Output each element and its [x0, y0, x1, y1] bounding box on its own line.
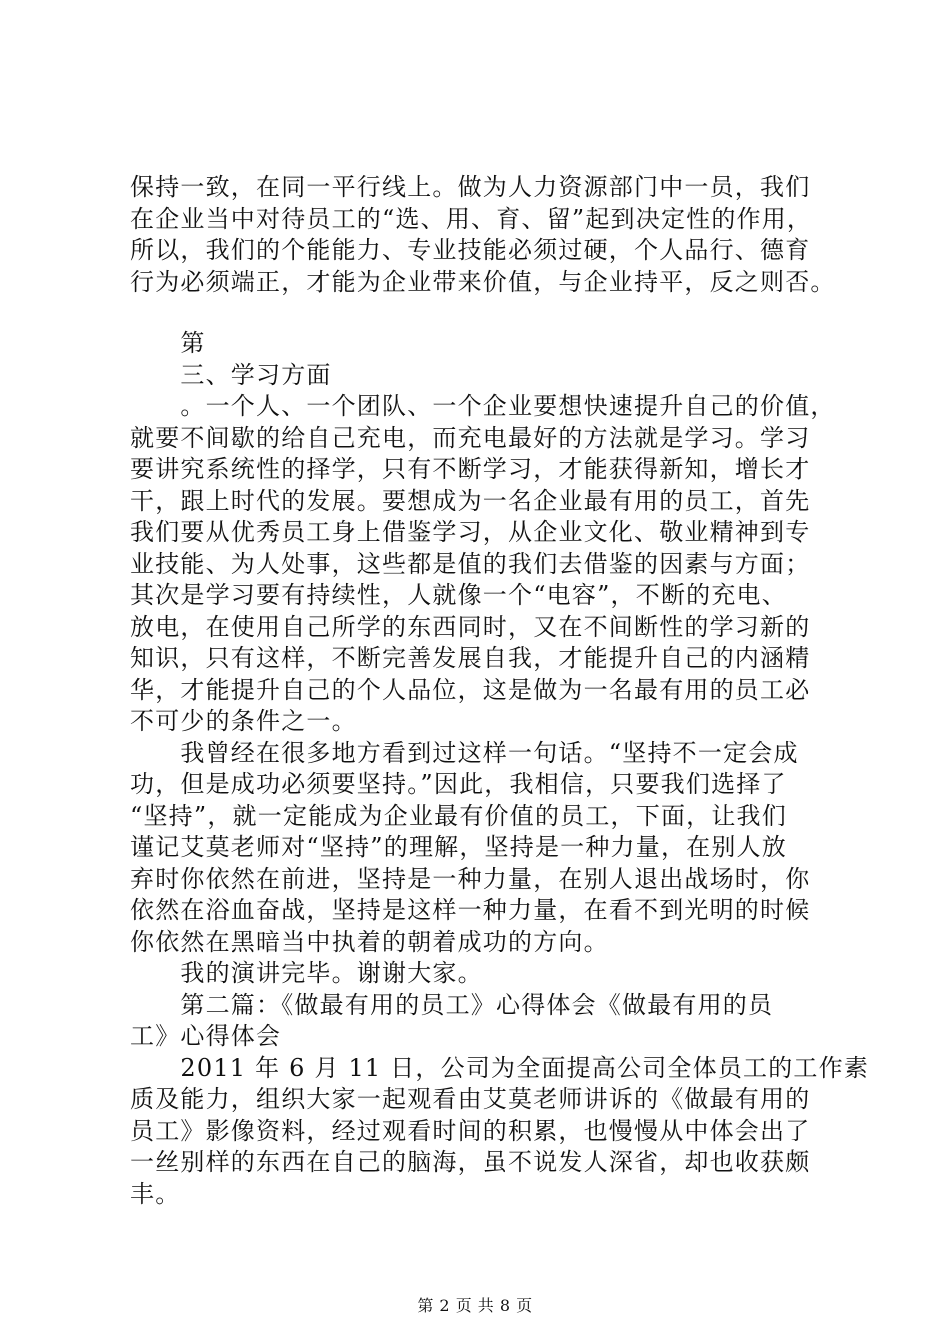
- text-line: 在企业当中对待员工的“选、用、育、留”起到决定性的作用，: [130, 204, 813, 233]
- text-line: 第: [130, 329, 206, 357]
- text-line: 要讲究系统性的择学，只有不断学习，才能获得新知，增长才: [130, 455, 811, 483]
- text-line: 就要不间歇的给自己充电，而充电最好的方法就是学习。学习: [130, 423, 811, 452]
- page-footer: 第 2 页 共 8 页: [417, 1296, 533, 1315]
- text-line: 三、学习方面: [130, 360, 332, 389]
- text-line: 不可少的条件之一。: [130, 707, 357, 735]
- text-line: 我曾经在很多地方看到过这样一句话。“坚持不一定会成: [130, 738, 799, 767]
- text-line: 华，才能提升自己的个人品位，这是做为一名最有用的员工必: [130, 675, 811, 704]
- text-line: 保持一致，在同一平行线上。做为人力资源部门中一员，我们: [130, 173, 811, 201]
- text-line: 放电，在使用自己所学的东西同时，又在不间断性的学习新的: [130, 612, 811, 641]
- text-line: 一丝别样的东西在自己的脑海，虽不说发人深省，却也收获颇: [130, 1148, 811, 1176]
- text-line: 2011 年 6 月 11 日，公司为全面提高公司全体员工的工作素: [130, 1053, 870, 1082]
- text-line: 干，跟上时代的发展。要想成为一名企业最有用的员工，首先: [130, 486, 811, 515]
- text-line: 知识，只有这样，不断完善发展自我，才能提升自己的内涵精: [130, 644, 811, 672]
- text-line: 功，但是成功必须要坚持。”因此，我相信，只要我们选择了: [130, 770, 787, 798]
- text-line: 我们要从优秀员工身上借鉴学习，从企业文化、敬业精神到专: [130, 518, 811, 546]
- text-line: 丰。: [130, 1179, 181, 1208]
- document-body: [130, 172, 870, 1210]
- text-line: 质及能力，组织大家一起观看由艾莫老师讲诉的《做最有用的: [130, 1085, 811, 1113]
- text-line: “坚持”，就一定能成为企业最有价值的员工，下面，让我们: [130, 801, 787, 830]
- text-line: 其次是学习要有持续性，人就像一个“电容”，不断的充电、: [130, 581, 787, 609]
- text-line: 行为必须端正，才能为企业带来价值，与企业持平，反之则否。: [130, 267, 836, 296]
- text-line: 第二篇：《做最有用的员工》心得体会《做最有用的员: [130, 990, 774, 1019]
- text-line: 所以，我们的个能能力、专业技能必须过硬，个人品行、德育: [130, 236, 811, 264]
- text-line: 员工》影像资料，经过观看时间的积累，也慢慢从中体会出了: [130, 1116, 811, 1145]
- paragraph-gap: [130, 298, 850, 328]
- text-line: 工》心得体会: [130, 1022, 282, 1050]
- text-line: 你依然在黑暗当中执着的朝着成功的方向。: [130, 927, 609, 956]
- text-line: 。一个人、一个团队、一个企业要想快速提升自己的价值，: [130, 392, 836, 420]
- text-line: 谨记艾莫老师对“坚持”的理解，坚持是一种力量，在别人放: [130, 833, 787, 861]
- text-line: 依然在浴血奋战，坚持是这样一种力量，在看不到光明的时候: [130, 896, 811, 924]
- text-line: 我的演讲完毕。谢谢大家。: [130, 959, 483, 987]
- text-line: 弃时你依然在前进，坚持是一种力量，在别人退出战场时，你: [130, 864, 811, 893]
- text-line: 业技能、为人处事，这些都是值的我们去借鉴的因素与方面；: [130, 549, 811, 578]
